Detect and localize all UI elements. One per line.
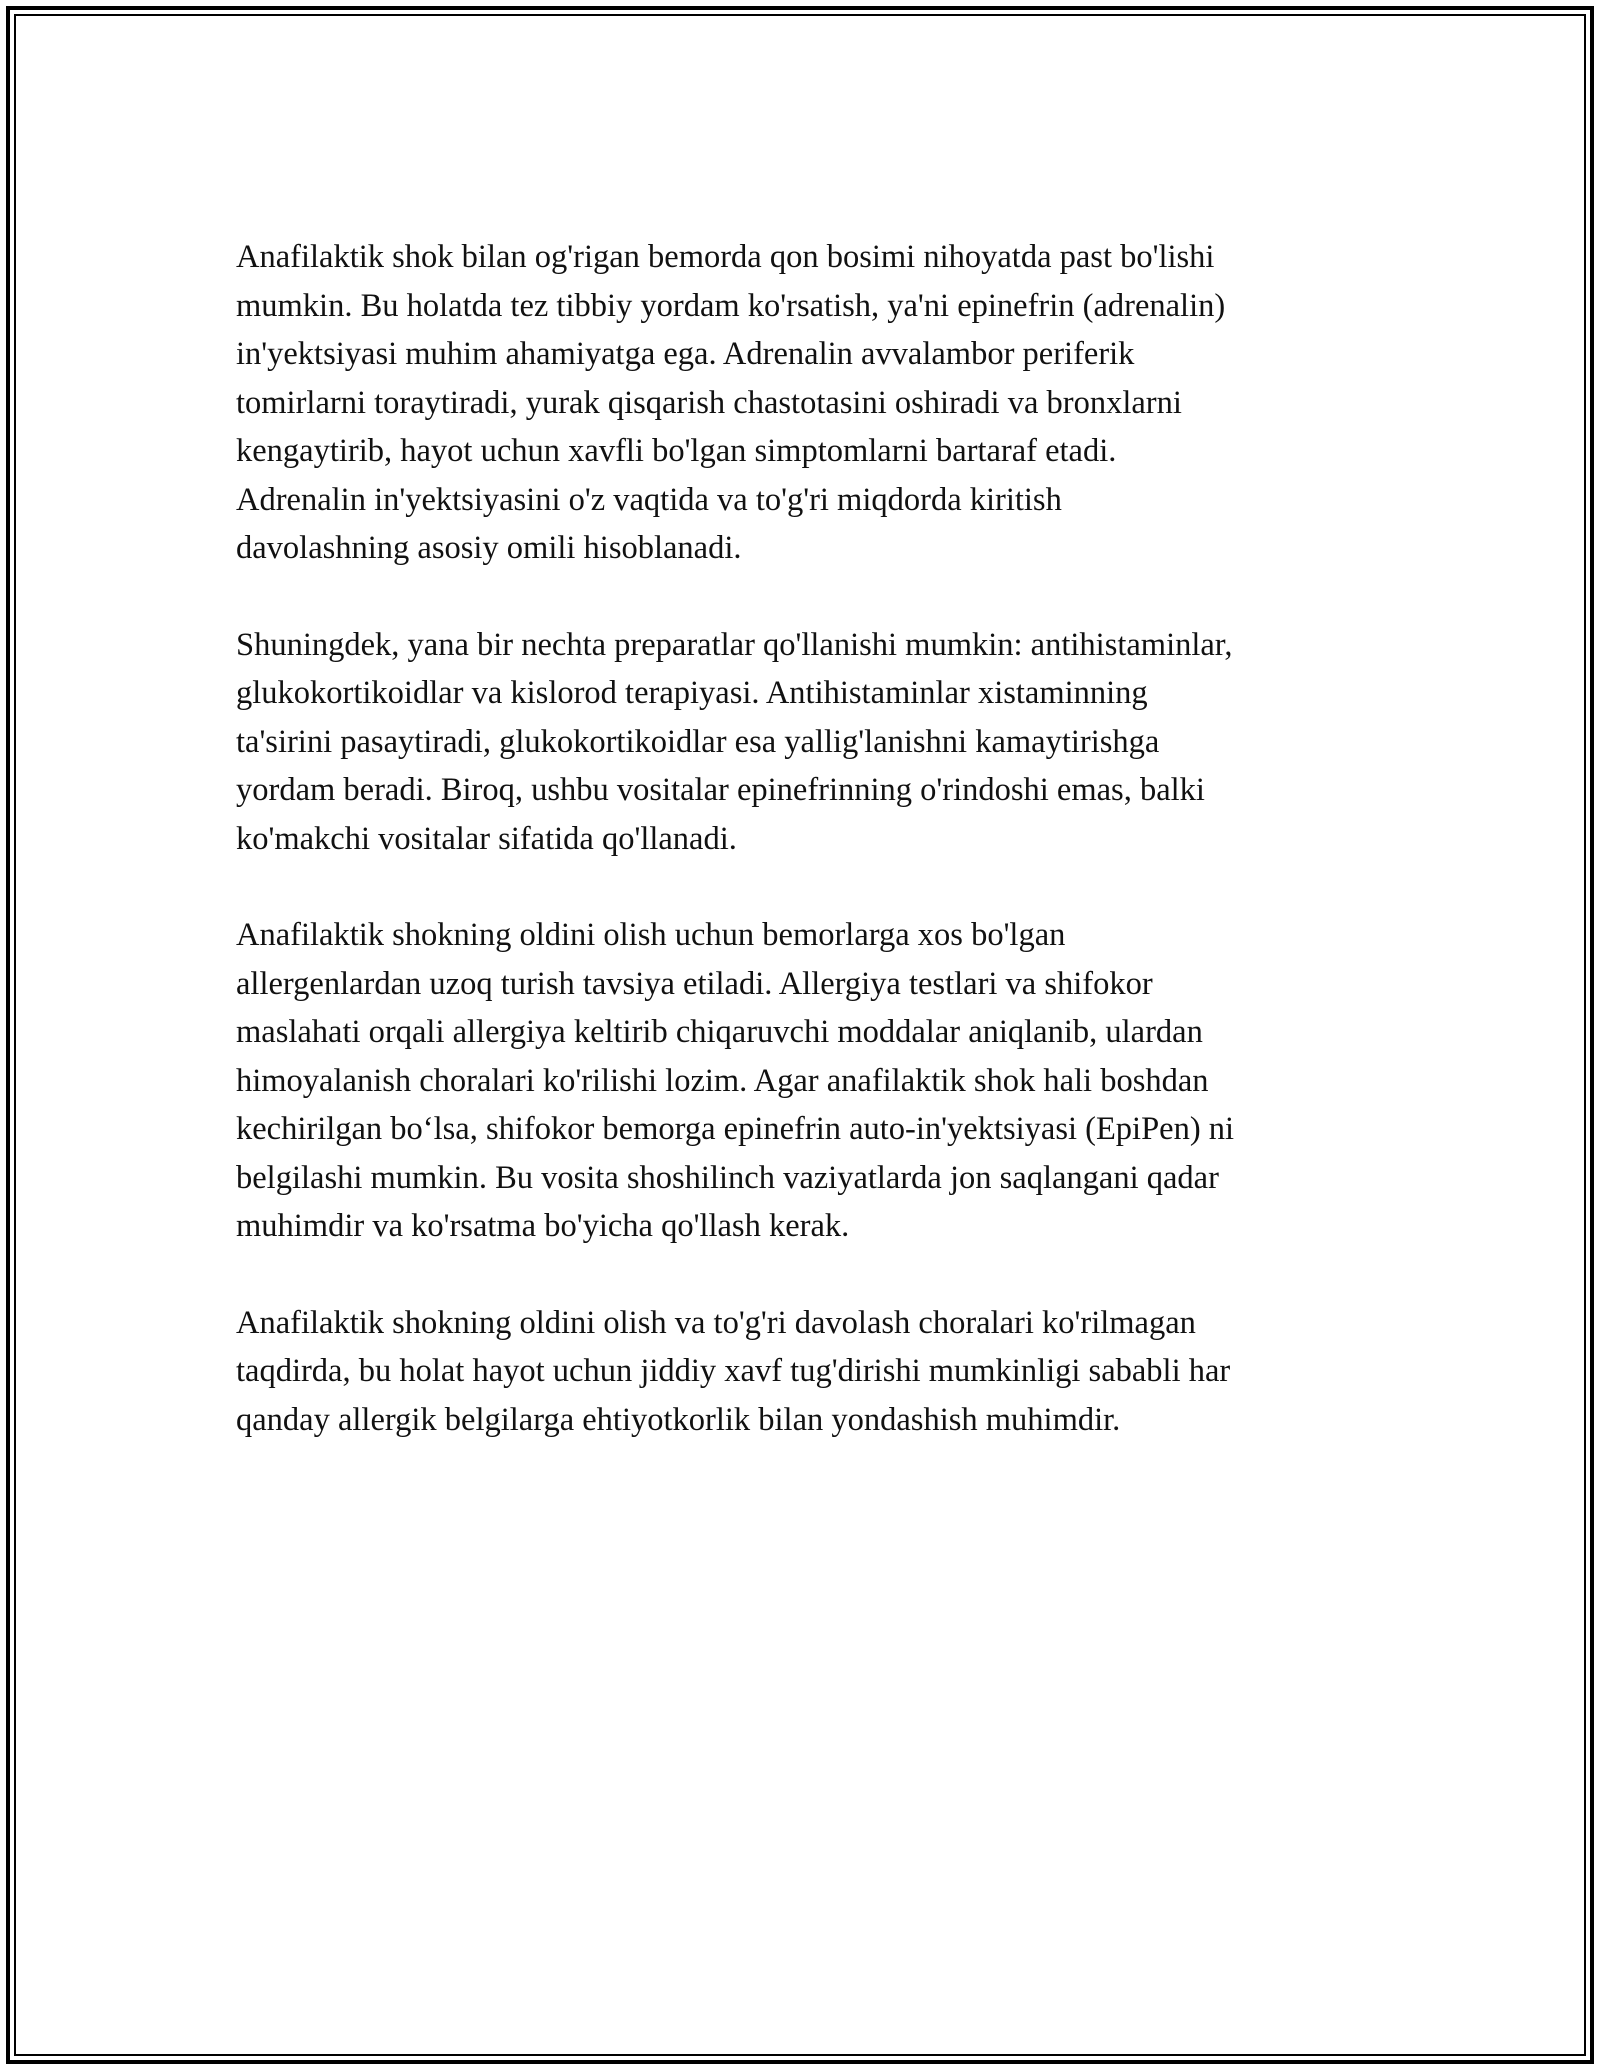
paragraph-2: Shuningdek, yana bir nechta preparatlar qo'llanishi mumkin: antihistaminlar, glukokortikoidlar va kislorod terapiyasi. Antihistaminlar xistaminning ta'sirini pasaytiradi, glukokortikoidlar esa yallig'lanishni kamaytirishga yordam beradi. Biroq, ushbu vositalar epinefrinning o'rindoshi emas, balki ko'makchi vositalar sifatida qo'llanadi. (236, 626, 1233, 857)
paragraph-3: Anafilaktik shokning oldini olish uchun bemorlarga xos bo'lgan allergenlardan uzoq turish tavsiya etiladi. Allergiya testlari va shifokor maslahati orqali allergiya keltirib chiqaruvchi moddalar aniqlanib, ulardan himoyalanish choralari ko'rilishi lozim. Agar anafilaktik shok hali boshdan kechirilgan bo‘lsa, shifokor bemorga epinefrin auto-in'yektsiyasi (EpiPen) ni belgilashi mumkin. Bu vosita shoshilinch vaziyatlarda jon saqlangani qadar muhimdir va ko'rsatma bo'yicha qo'llash kerak. (236, 917, 1235, 1244)
paragraph-1: Anafilaktik shok bilan og'rigan bemorda qon bosimi nihoyatda past bo'lishi mumkin. Bu holatda tez tibbiy yordam ko'rsatish, ya'ni epinefrin (adrenalin) in'yektsiyasi muhim ahamiyatga ega. Adrenalin avvalambor periferik tomirlarni toraytiradi, yurak qisqarish chastotasini oshiradi va bronxlarni kengaytirib, hayot uchun xavfli bo'lgan simptomlarni bartaraf etadi. Adrenalin in'yektsiyasini o'z vaqtida va to'g'ri miqdorda kiritish davolashning asosiy omili hisoblanadi. (236, 239, 1226, 566)
paragraph-4: Anafilaktik shokning oldini olish va to'g'ri davolash choralari ko'rilmagan taqdirda, bu holat hayot uchun jiddiy xavf tug'dirishi mumkinligi sababli har qanday allergik belgilarga ehtiyotkorlik bilan yondashish muhimdir. (236, 1304, 1231, 1438)
document-body (236, 233, 1376, 1492)
